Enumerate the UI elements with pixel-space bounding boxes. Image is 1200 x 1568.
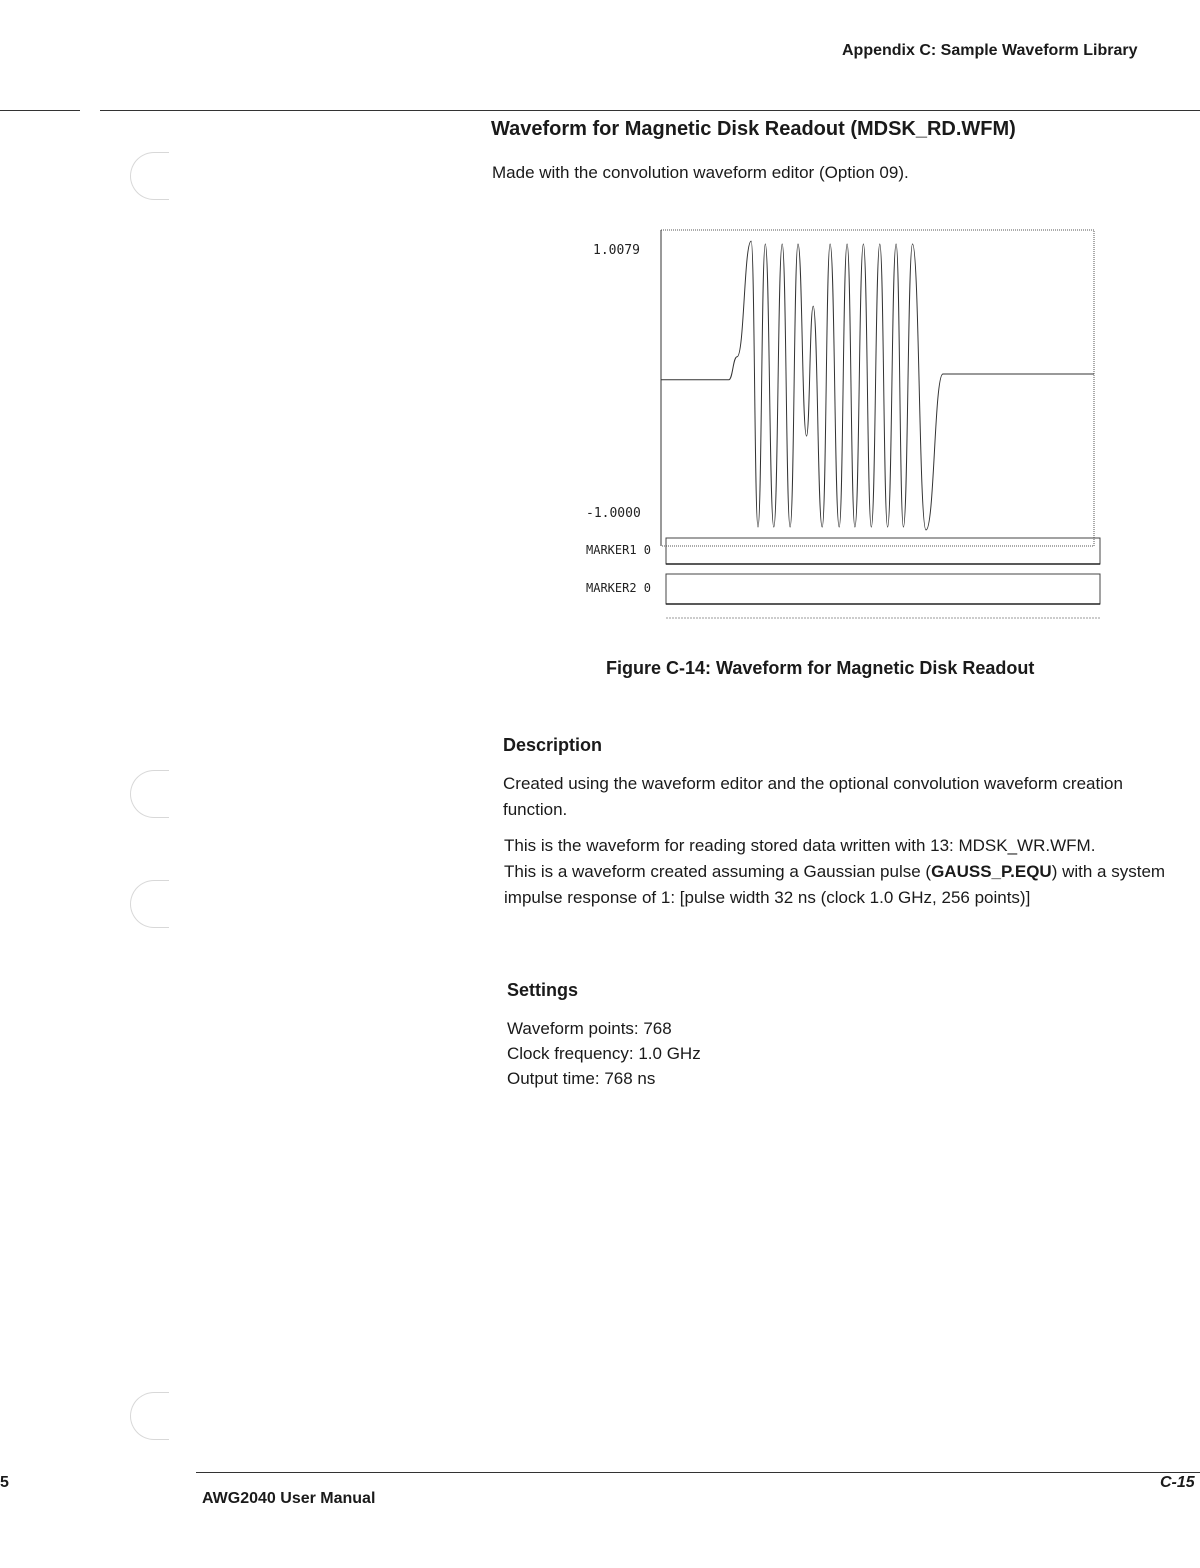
- description-heading: Description: [503, 735, 603, 755]
- description-paragraph-2: [504, 833, 1194, 911]
- section-title: Waveform for Magnetic Disk Readout (MDSK_RD.WFM): [491, 118, 1016, 140]
- waveform-trace: [661, 241, 1094, 530]
- marker1-track: [666, 538, 1100, 564]
- marker2-track: [666, 574, 1100, 604]
- setting-waveform-points: Waveform points: 768: [507, 1019, 672, 1038]
- page-number: C-15: [1160, 1474, 1195, 1491]
- description-line-2-suffix: ) with a system impulse response of 1: [pulse width 32 ns (clock 1.0 GHz, 256 points)]: [504, 862, 1166, 907]
- settings-heading: Settings: [507, 980, 579, 1000]
- binder-hole-mark: [130, 152, 169, 200]
- section-subtitle: Made with the convolution waveform editor (Option 09).: [492, 163, 909, 182]
- marker2-label: MARKER2 0: [586, 581, 652, 595]
- setting-output-time: Output time: 768 ns: [507, 1069, 656, 1088]
- binder-hole-mark: [130, 1392, 169, 1440]
- description-paragraph-1: Created using the waveform editor and the optional convolution waveform creation function.: [503, 774, 1123, 819]
- setting-clock-frequency: Clock frequency: 1.0 GHz: [507, 1044, 701, 1063]
- binder-hole-mark: [130, 770, 169, 818]
- header-rule: [100, 110, 1200, 111]
- waveform-chart: [580, 226, 1110, 626]
- running-header: Appendix C: Sample Waveform Library: [842, 42, 1138, 59]
- gauss-equation-name: GAUSS_P.EQU: [931, 862, 1052, 881]
- marker1-label: MARKER1 0: [586, 543, 652, 557]
- description-line-1: This is the waveform for reading stored data written with 13: MDSK_WR.WFM.: [504, 836, 1096, 855]
- header-rule-left: [0, 110, 80, 111]
- y-top-label: 1.0079: [593, 243, 640, 258]
- description-line-2-prefix: This is a waveform created assuming a Gaussian pulse (: [504, 862, 932, 881]
- footer-rule: [196, 1472, 1200, 1473]
- settings-list: [507, 1016, 701, 1091]
- binder-hole-mark: [130, 880, 169, 928]
- figure-caption: Figure C-14: Waveform for Magnetic Disk Readout: [606, 658, 1035, 678]
- left-page-fragment: 5: [0, 1474, 9, 1491]
- footer-manual-title: AWG2040 User Manual: [202, 1490, 376, 1507]
- waveform-figure: [580, 226, 1110, 626]
- y-bottom-label: -1.0000: [586, 506, 641, 521]
- description-line-2: [504, 859, 1194, 911]
